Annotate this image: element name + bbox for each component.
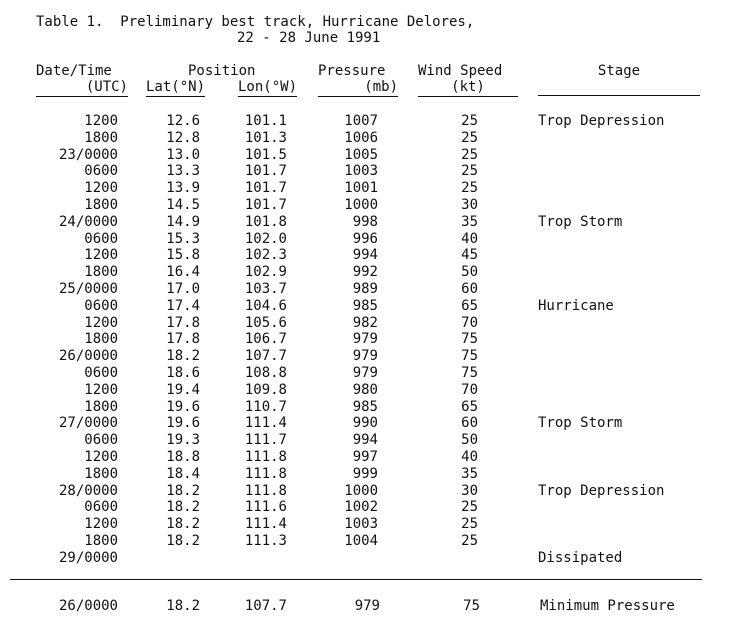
cell-lat: 12.6 (166, 113, 200, 129)
cell-lon: 102.9 (244, 264, 287, 280)
cell-lat: 15.3 (166, 231, 200, 247)
cell-lat: 18.4 (166, 466, 200, 482)
header-mb: (mb) (318, 79, 398, 97)
cell-lon: 111.3 (244, 533, 287, 549)
cell-pressure: 994 (352, 432, 378, 448)
cell-datetime: 1200 (84, 247, 118, 263)
cell-lon: 111.7 (244, 432, 287, 448)
cell-lat: 13.9 (166, 180, 200, 196)
cell-lon: 101.1 (244, 113, 287, 129)
cell-datetime: 0600 (84, 432, 118, 448)
cell-lat: 18.2 (166, 499, 200, 515)
summary-wind: 75 (463, 598, 480, 614)
cell-lat: 17.4 (166, 298, 200, 314)
cell-wind: 75 (461, 331, 478, 347)
table-title-line-2: 22 - 28 June 1991 (237, 30, 381, 46)
cell-pressure: 979 (352, 348, 378, 364)
cell-lon: 102.0 (244, 231, 287, 247)
cell-lat: 18.2 (166, 516, 200, 532)
cell-lon: 111.8 (244, 483, 287, 499)
cell-lat: 16.4 (166, 264, 200, 280)
cell-lat: 12.8 (166, 130, 200, 146)
cell-datetime: 0600 (84, 298, 118, 314)
cell-lon: 102.3 (244, 247, 287, 263)
summary-pressure: 979 (354, 598, 380, 614)
cell-wind: 50 (461, 264, 478, 280)
cell-pressure: 1005 (344, 147, 378, 163)
cell-stage: Trop Storm (538, 214, 623, 230)
cell-stage: Trop Depression (538, 113, 665, 129)
header-stage: Stage (597, 63, 641, 79)
cell-pressure: 1001 (344, 180, 378, 196)
cell-pressure: 1000 (344, 483, 378, 499)
cell-wind: 25 (461, 113, 478, 129)
cell-datetime: 0600 (84, 231, 118, 247)
cell-pressure: 997 (352, 449, 378, 465)
cell-datetime: 1200 (84, 113, 118, 129)
cell-lat: 19.6 (166, 399, 200, 415)
summary-datetime: 26/0000 (58, 598, 118, 614)
cell-datetime: 1200 (84, 180, 118, 196)
header-stage-rule (538, 95, 700, 96)
cell-datetime: 26/0000 (58, 348, 118, 364)
cell-stage: Hurricane (538, 298, 614, 314)
summary-lon: 107.7 (244, 598, 287, 614)
cell-datetime: 28/0000 (58, 483, 118, 499)
cell-wind: 25 (461, 516, 478, 532)
cell-pressure: 980 (352, 382, 378, 398)
cell-wind: 75 (461, 365, 478, 381)
cell-wind: 70 (461, 382, 478, 398)
cell-lon: 108.8 (244, 365, 287, 381)
cell-lon: 101.7 (244, 163, 287, 179)
cell-pressure: 985 (352, 399, 378, 415)
cell-datetime: 1200 (84, 315, 118, 331)
cell-lon: 103.7 (244, 281, 287, 297)
cell-wind: 60 (461, 415, 478, 431)
cell-lat: 18.2 (166, 533, 200, 549)
cell-lat: 13.0 (166, 147, 200, 163)
table-bottom-rule (10, 579, 702, 580)
header-position: Position (188, 63, 256, 79)
cell-wind: 25 (461, 147, 478, 163)
cell-stage: Trop Storm (538, 415, 623, 431)
cell-wind: 50 (461, 432, 478, 448)
cell-pressure: 1002 (344, 499, 378, 515)
header-windspeed: Wind Speed (418, 63, 503, 79)
cell-datetime: 29/0000 (58, 550, 118, 566)
header-utc: (UTC) (36, 79, 128, 97)
cell-pressure: 979 (352, 365, 378, 381)
cell-datetime: 1800 (84, 264, 118, 280)
header-lat: Lat(°N) (146, 79, 206, 95)
cell-lon: 107.7 (244, 348, 287, 364)
summary-stage: Minimum Pressure (540, 598, 675, 614)
cell-pressure: 982 (352, 315, 378, 331)
cell-lon: 101.3 (244, 130, 287, 146)
cell-wind: 40 (461, 449, 478, 465)
cell-wind: 35 (461, 466, 478, 482)
cell-pressure: 989 (352, 281, 378, 297)
header-kt: (kt) (418, 79, 518, 97)
cell-datetime: 1800 (84, 533, 118, 549)
cell-pressure: 994 (352, 247, 378, 263)
cell-datetime: 1800 (84, 197, 118, 213)
cell-wind: 75 (461, 348, 478, 364)
cell-lon: 109.8 (244, 382, 287, 398)
cell-lat: 17.8 (166, 315, 200, 331)
cell-datetime: 1800 (84, 399, 118, 415)
cell-lat: 18.2 (166, 348, 200, 364)
cell-lat: 19.6 (166, 415, 200, 431)
cell-datetime: 1200 (84, 516, 118, 532)
cell-lon: 101.7 (244, 197, 287, 213)
cell-wind: 25 (461, 163, 478, 179)
cell-wind: 35 (461, 214, 478, 230)
cell-lat: 17.8 (166, 331, 200, 347)
cell-datetime: 1800 (84, 466, 118, 482)
cell-lon: 101.5 (244, 147, 287, 163)
cell-lat: 19.4 (166, 382, 200, 398)
cell-lon: 110.7 (244, 399, 287, 415)
cell-wind: 60 (461, 281, 478, 297)
cell-lat: 18.6 (166, 365, 200, 381)
cell-stage: Trop Depression (538, 483, 665, 499)
cell-lon: 111.6 (244, 499, 287, 515)
cell-pressure: 1006 (344, 130, 378, 146)
cell-pressure: 985 (352, 298, 378, 314)
cell-lat: 18.8 (166, 449, 200, 465)
cell-wind: 25 (461, 130, 478, 146)
cell-lon: 106.7 (244, 331, 287, 347)
cell-wind: 25 (461, 533, 478, 549)
cell-wind: 25 (461, 499, 478, 515)
cell-datetime: 0600 (84, 365, 118, 381)
cell-lon: 111.4 (244, 516, 287, 532)
cell-pressure: 999 (352, 466, 378, 482)
cell-wind: 40 (461, 231, 478, 247)
cell-pressure: 996 (352, 231, 378, 247)
cell-pressure: 1003 (344, 516, 378, 532)
cell-wind: 30 (461, 197, 478, 213)
cell-lat: 15.8 (166, 247, 200, 263)
cell-datetime: 25/0000 (58, 281, 118, 297)
cell-lat: 17.0 (166, 281, 200, 297)
cell-datetime: 1200 (84, 382, 118, 398)
cell-lon: 101.7 (244, 180, 287, 196)
cell-pressure: 990 (352, 415, 378, 431)
summary-lat: 18.2 (166, 598, 200, 614)
cell-pressure: 992 (352, 264, 378, 280)
cell-stage: Dissipated (538, 550, 623, 566)
cell-datetime: 1200 (84, 449, 118, 465)
cell-wind: 25 (461, 180, 478, 196)
cell-wind: 65 (461, 399, 478, 415)
header-lon: Lon(°W) (238, 79, 298, 95)
cell-datetime: 23/0000 (58, 147, 118, 163)
cell-lat: 13.3 (166, 163, 200, 179)
cell-pressure: 1007 (344, 113, 378, 129)
cell-pressure: 1003 (344, 163, 378, 179)
cell-datetime: 27/0000 (58, 415, 118, 431)
cell-wind: 70 (461, 315, 478, 331)
cell-wind: 30 (461, 483, 478, 499)
cell-datetime: 24/0000 (58, 214, 118, 230)
cell-wind: 45 (461, 247, 478, 263)
cell-lat: 14.5 (166, 197, 200, 213)
cell-lon: 101.8 (244, 214, 287, 230)
cell-datetime: 0600 (84, 499, 118, 515)
cell-lon: 105.6 (244, 315, 287, 331)
cell-pressure: 1004 (344, 533, 378, 549)
header-pressure: Pressure (318, 63, 386, 79)
cell-lon: 111.8 (244, 449, 287, 465)
cell-lat: 19.3 (166, 432, 200, 448)
cell-lon: 111.4 (244, 415, 287, 431)
cell-pressure: 1000 (344, 197, 378, 213)
cell-datetime: 1800 (84, 130, 118, 146)
table-title-line-1: Table 1. Preliminary best track, Hurricane Delores, (36, 14, 475, 30)
cell-lon: 104.6 (244, 298, 287, 314)
cell-lat: 18.2 (166, 483, 200, 499)
cell-datetime: 0600 (84, 163, 118, 179)
cell-pressure: 998 (352, 214, 378, 230)
header-datetime: Date/Time (36, 63, 112, 79)
cell-lat: 14.9 (166, 214, 200, 230)
cell-wind: 65 (461, 298, 478, 314)
cell-lon: 111.8 (244, 466, 287, 482)
cell-datetime: 1800 (84, 331, 118, 347)
cell-pressure: 979 (352, 331, 378, 347)
